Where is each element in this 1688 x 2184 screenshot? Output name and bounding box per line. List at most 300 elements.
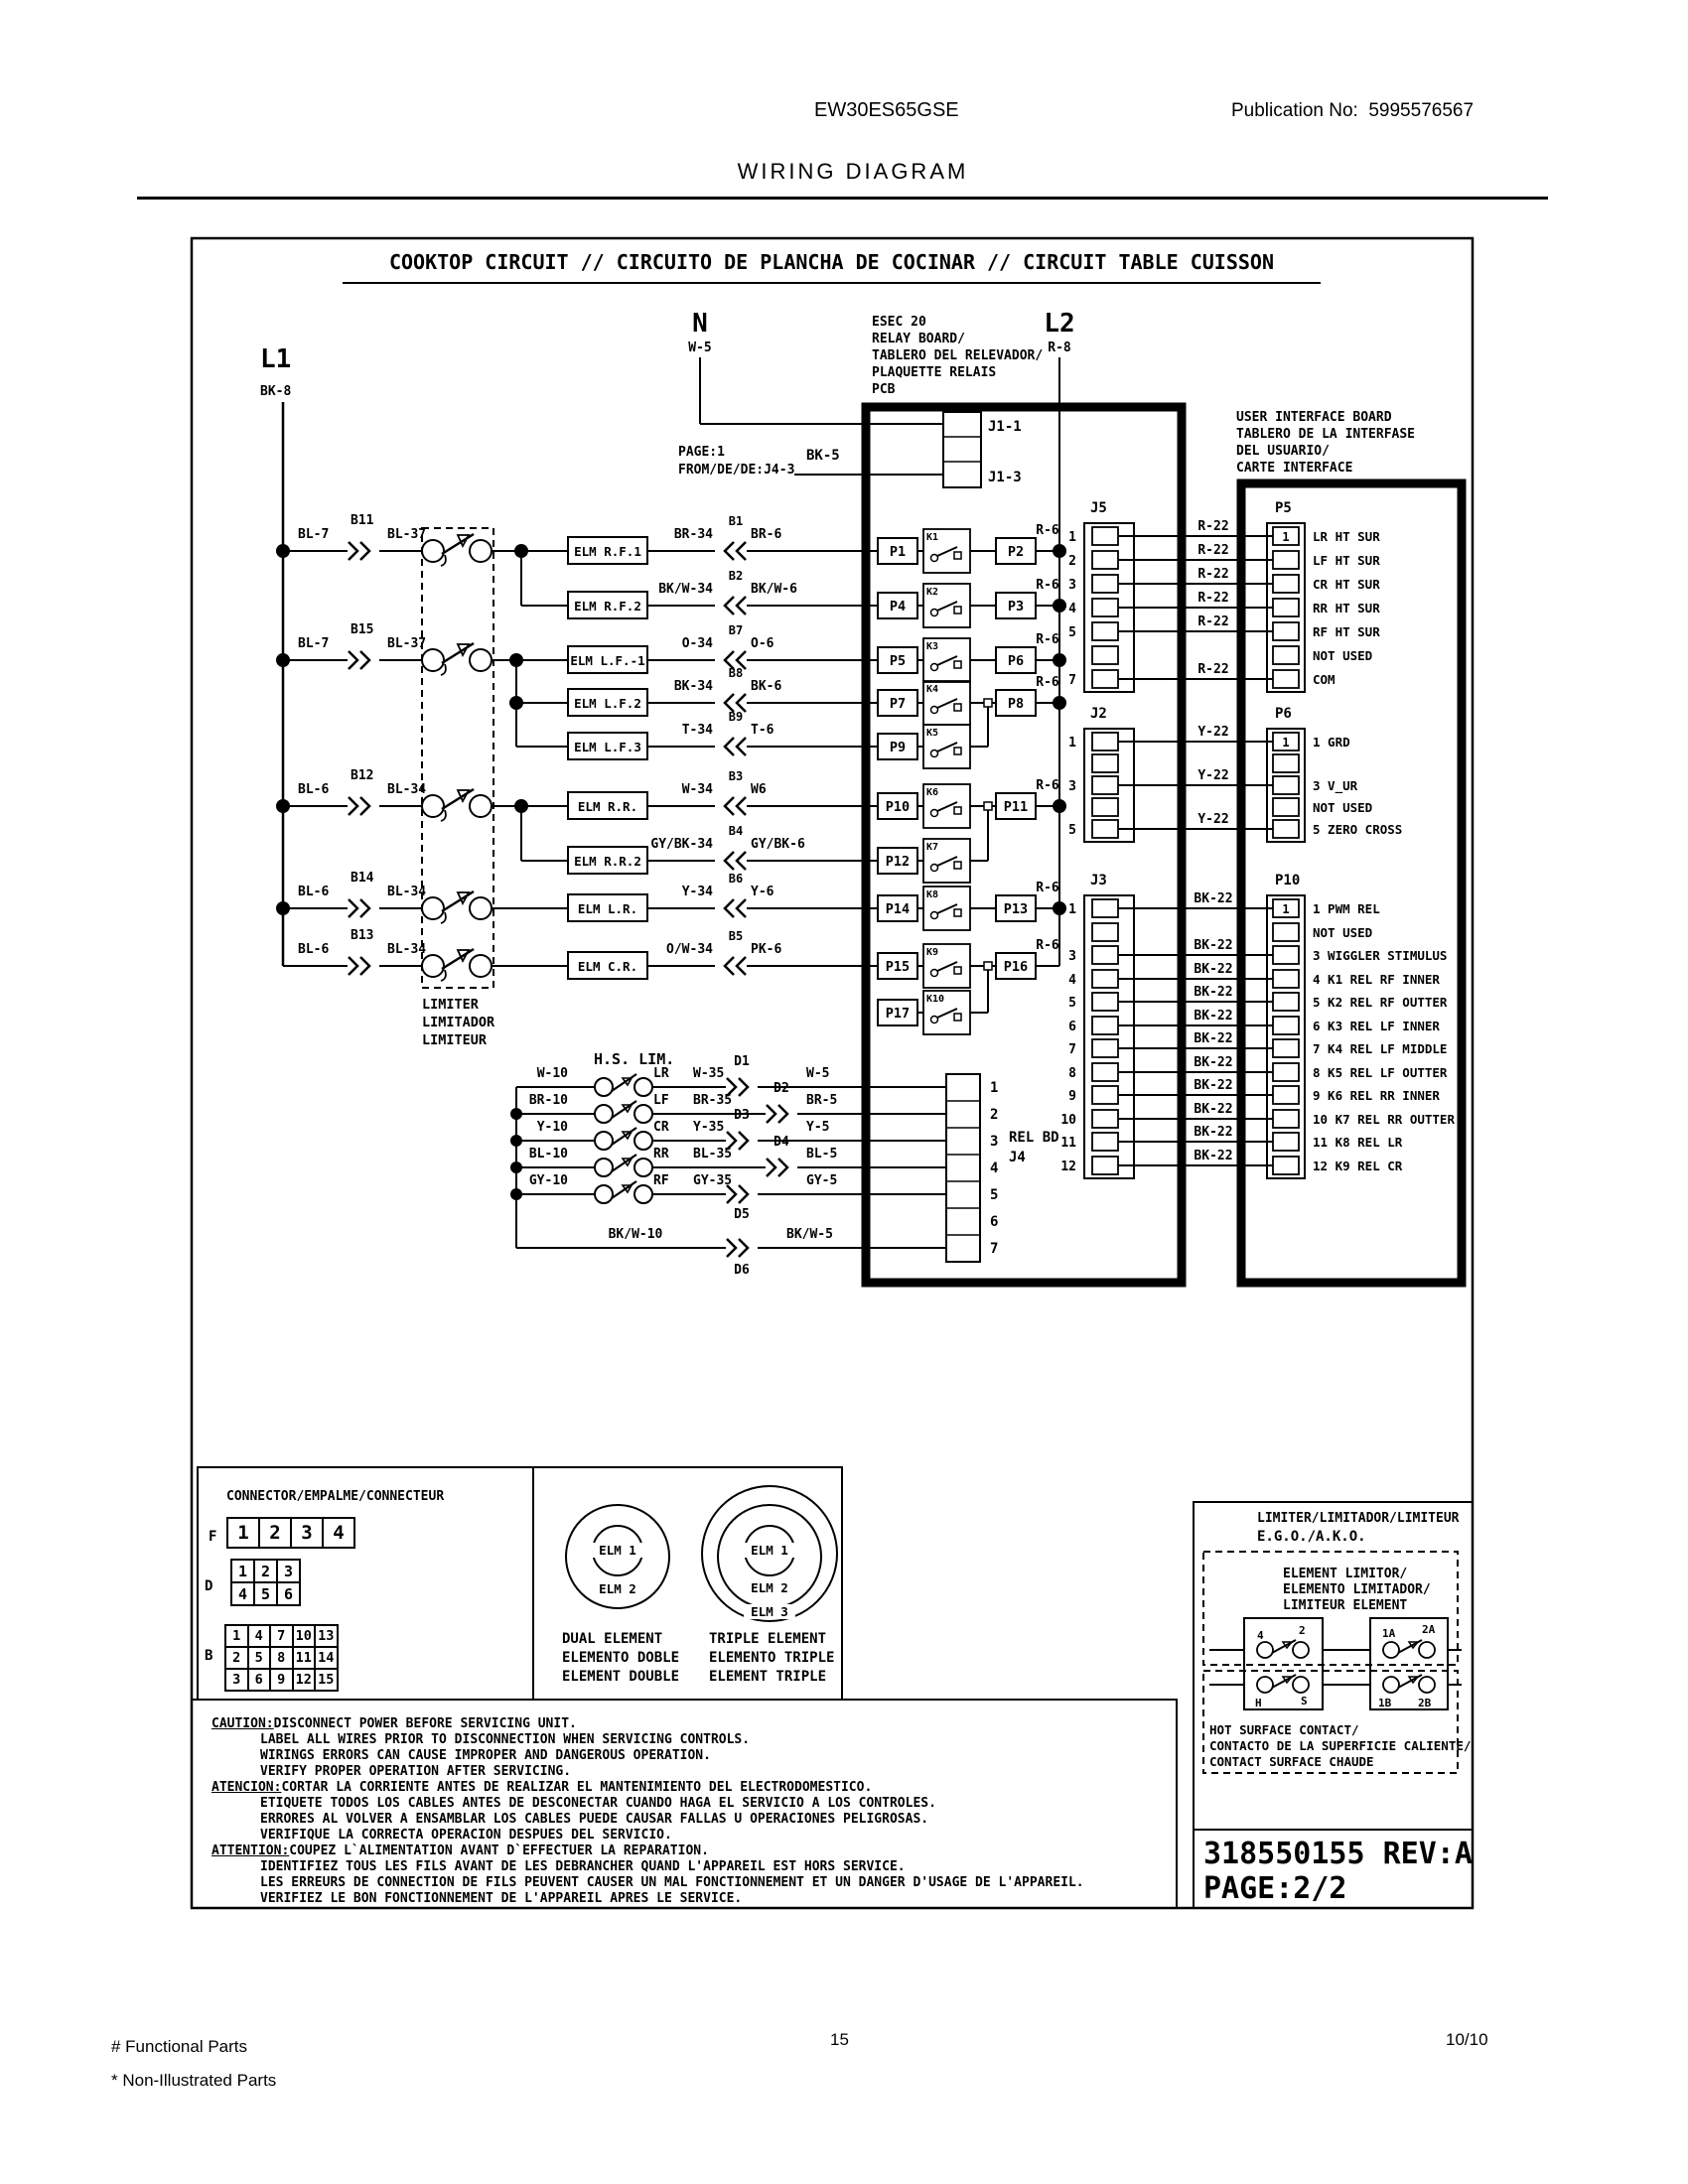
wire-label: BL-6 (298, 942, 330, 957)
wire-label: W-10 (536, 1066, 568, 1081)
pin-box (1273, 946, 1299, 964)
chevron-arrow-icon (725, 597, 734, 614)
pin-number: 3 (1068, 578, 1076, 593)
pin-box (1273, 1063, 1299, 1081)
relay-board-label: PLAQUETTE RELAIS (872, 365, 997, 380)
contact-circle (931, 555, 938, 562)
pin-number: 4 (1068, 973, 1076, 988)
footer-date: 10/10 (1446, 2030, 1488, 2049)
relay-k-label: K5 (926, 728, 939, 739)
contact-circle (422, 649, 444, 671)
junction-dot (1053, 599, 1066, 613)
splice-label: B4 (728, 824, 744, 838)
chevron-arrow-icon (739, 1239, 748, 1257)
wire-label: BK-22 (1194, 1055, 1233, 1070)
pin-function-label: RR HT SUR (1313, 601, 1380, 615)
footer-non-illustrated: * Non-Illustrated Parts (111, 2071, 277, 2090)
chevron-arrow-icon (778, 1105, 787, 1123)
pin-box (1092, 1086, 1118, 1104)
pin-function-label: 1 GRD (1313, 735, 1350, 750)
pin-box (1092, 754, 1118, 772)
connector-grid-b (224, 1624, 339, 1692)
splice-label: B13 (351, 928, 374, 943)
caution-text: DISCONNECT POWER BEFORE SERVICING UNIT. (273, 1716, 577, 1731)
connector-label: J5 (1090, 500, 1107, 516)
connector-cell: 14 (316, 1648, 339, 1670)
chevron-arrow-icon (349, 542, 357, 560)
pin-function-label: 7 K4 REL LF MIDDLE (1313, 1041, 1448, 1056)
relay-k-label: K6 (926, 787, 939, 798)
chevron-arrow-icon (727, 1239, 736, 1257)
dual-element-caption (562, 1630, 679, 1687)
footer-notes (111, 2030, 276, 2098)
wire-label: R-22 (1197, 519, 1229, 534)
junction-node (984, 699, 992, 707)
pin-box (1092, 798, 1118, 816)
surface-label: RR (653, 1147, 669, 1161)
contact-circle (931, 664, 938, 671)
terminal-label: P11 (1003, 799, 1029, 815)
part-number: 318550155 REV:A (1203, 1837, 1473, 1871)
pin-box (1273, 923, 1299, 941)
contact-circle (634, 1078, 652, 1096)
caution-text: LABEL ALL WIRES PRIOR TO DISCONNECTION WHEN SERVICING CONTROLS. (260, 1732, 751, 1747)
chevron-arrow-icon (767, 1159, 775, 1176)
chevron-arrow-icon (739, 1132, 748, 1150)
pin-box (1273, 1039, 1299, 1057)
element-limitor-line: ELEMENTO LIMITADOR/ (1283, 1582, 1431, 1597)
chevron-arrow-icon (360, 957, 369, 975)
chevron-arrow-icon (360, 899, 369, 917)
contact-circle (931, 1017, 938, 1024)
contact-circle (931, 810, 938, 817)
contact-circle (1293, 1677, 1309, 1693)
pin-number: 6 (1068, 1020, 1076, 1034)
pin-number: 1 (1282, 902, 1290, 916)
contact-circle (595, 1132, 613, 1150)
wire-label: BK-22 (1194, 1031, 1233, 1046)
chevron-arrow-icon (737, 852, 746, 870)
pin-box (1092, 599, 1118, 616)
pin-function-label: 1 PWM REL (1313, 901, 1380, 916)
relay-contact (954, 607, 961, 614)
pin-box (1092, 923, 1118, 941)
relay-contact (954, 748, 961, 754)
chevron-arrow-icon (739, 1185, 748, 1203)
limiter-label: LIMITEUR (422, 1032, 488, 1048)
contact-circle (470, 540, 492, 562)
wire-label: GY/BK-6 (751, 837, 805, 852)
element-label: ELM C.R. (577, 959, 638, 974)
caution-line (211, 1732, 1084, 1748)
relay-k-label: K8 (926, 889, 939, 900)
connector-cell: 7 (271, 1626, 294, 1648)
pin-number: 4 (990, 1160, 999, 1176)
pin-box (1092, 970, 1118, 988)
l1-label: L1 (260, 344, 292, 374)
connector-cell: 3 (278, 1561, 301, 1583)
junction-dot (1053, 544, 1066, 558)
wire-label: BK-22 (1194, 1149, 1233, 1163)
pin-number: 1 (1068, 736, 1076, 751)
splice-label: B12 (351, 768, 374, 783)
pin-function-label: 9 K6 REL RR INNER (1313, 1088, 1440, 1103)
connector-cell: 2 (226, 1648, 249, 1670)
element-label: ELM L.F.3 (574, 740, 641, 754)
element-label: ELM L.R. (577, 901, 638, 916)
diagram-title: COOKTOP CIRCUIT // CIRCUITO DE PLANCHA DE COCINAR // CIRCUIT TABLE CUISSON (388, 250, 1275, 274)
caution-text: IDENTIFIEZ TOUS LES FILS AVANT DE LES DEBRANCHER QUAND L'APPAREIL EST HORS SERVICE. (260, 1859, 906, 1874)
junction-dot (1053, 901, 1066, 915)
contact-circle (422, 897, 444, 919)
wire-label: BK-22 (1194, 1009, 1233, 1024)
relay-contact (954, 807, 961, 814)
splice-label: D1 (734, 1054, 750, 1069)
chevron-arrow-icon (725, 738, 734, 755)
wire-label: BK-6 (751, 679, 782, 694)
connector-cell: 2 (255, 1561, 278, 1583)
pin-function-label: 6 K3 REL LF INNER (1313, 1019, 1440, 1033)
pin-number: 2 (990, 1107, 999, 1123)
wire-label: BK-22 (1194, 985, 1233, 1000)
contact-circle (470, 897, 492, 919)
hot-surface-contact-label (1209, 1722, 1471, 1770)
splice-label: B3 (728, 769, 744, 783)
wire-label: Y-35 (693, 1120, 725, 1135)
wire-label: BR-5 (806, 1093, 838, 1108)
pin-function-label: NOT USED (1313, 925, 1373, 940)
relay-contact (954, 862, 961, 869)
connector-label: J3 (1090, 873, 1107, 888)
pin-box (1092, 575, 1118, 593)
caution-line (211, 1891, 1084, 1907)
wire-label: Y-34 (681, 885, 713, 899)
pin-function-label: 8 K5 REL LF OUTTER (1313, 1065, 1448, 1080)
pin-number: 10 (1060, 1113, 1076, 1128)
chevron-arrow-icon (349, 899, 357, 917)
wire-label: BK-34 (673, 679, 713, 694)
junction-node (984, 962, 992, 970)
connector-label: P6 (1275, 706, 1292, 722)
l2-label: L2 (1044, 309, 1075, 339)
wire-label: T-34 (681, 723, 713, 738)
connector-label: P5 (1275, 500, 1292, 516)
pin-function-label: RF HT SUR (1313, 624, 1380, 639)
contact-circle (931, 865, 938, 872)
chevron-arrow-icon (737, 597, 746, 614)
element-caption-line: TRIPLE ELEMENT (709, 1631, 827, 1647)
wire-label: BK-22 (1194, 1078, 1233, 1093)
pin-box (1092, 993, 1118, 1011)
pin-box (1092, 733, 1118, 751)
wire-label: BL-37 (387, 527, 427, 542)
wire-label: BK-5 (806, 448, 840, 464)
relay-contact (954, 552, 961, 559)
pin-function-label: 11 K8 REL LR (1313, 1135, 1403, 1150)
limiter-pin-label: 2A (1422, 1623, 1436, 1636)
wire-label: R-6 (1036, 778, 1059, 793)
switch-blade (612, 1101, 636, 1118)
wire-label: T-6 (751, 723, 774, 738)
pin-number: 12 (1060, 1160, 1076, 1174)
contact-circle (1383, 1642, 1399, 1658)
pin-function-label: 3 V_UR (1313, 778, 1358, 793)
element-label: ELM R.R. (577, 799, 638, 814)
chevron-arrow-icon (737, 797, 746, 815)
pin-box (1273, 1133, 1299, 1151)
wire-label: R-22 (1197, 567, 1229, 582)
pin-box (1273, 970, 1299, 988)
surface-label: LR (653, 1066, 669, 1081)
terminal-label: P12 (885, 854, 911, 870)
pin-number: 8 (1068, 1066, 1076, 1081)
chevron-arrow-icon (737, 738, 746, 755)
pin-number: 7 (990, 1241, 999, 1257)
relay-board-label: TABLERO DEL RELEVADOR/ (872, 348, 1044, 363)
connector-group-label: F (209, 1529, 217, 1545)
chevron-arrow-icon (349, 651, 357, 669)
contact-circle (470, 649, 492, 671)
wire-label: BL-7 (298, 636, 330, 651)
chevron-arrow-icon (737, 542, 746, 560)
wire-label: R-6 (1036, 881, 1059, 895)
pin-number: 1 (1068, 530, 1076, 545)
element-label: ELM L.F.2 (574, 696, 641, 711)
connector-label: REL BD (1009, 1130, 1059, 1146)
chevron-arrow-icon (739, 1078, 748, 1096)
pin-box (1273, 599, 1299, 616)
terminal-label: P6 (1007, 653, 1025, 669)
terminal-label: P7 (889, 696, 907, 712)
splice-label: D4 (774, 1135, 789, 1150)
wire-label: BK-22 (1194, 938, 1233, 953)
ui-board-label: USER INTERFACE BOARD (1236, 410, 1392, 425)
contact-circle (931, 912, 938, 919)
terminal-label: P3 (1007, 599, 1025, 614)
connector-cell: 2 (260, 1519, 292, 1549)
chevron-arrow-icon (767, 1105, 775, 1123)
connector-label: J4 (1009, 1150, 1026, 1165)
pin-number: 5 (1068, 625, 1076, 640)
element-limitor-title (1283, 1567, 1431, 1614)
wire-label: BK-22 (1194, 891, 1233, 906)
relay-k-label: K3 (926, 641, 939, 652)
terminal-label: P9 (889, 740, 907, 755)
limiter-legend-subtitle: E.G.O./A.K.O. (1257, 1529, 1366, 1545)
caution-line (211, 1859, 1084, 1875)
element-caption-line: ELEMENTO DOBLE (562, 1650, 680, 1666)
relay-contact (954, 967, 961, 974)
wire-label: O-6 (751, 636, 774, 651)
terminal-label: P16 (1003, 959, 1029, 975)
connector-label: J2 (1090, 706, 1107, 722)
pin-box (1092, 1157, 1118, 1174)
connector-legend-title: CONNECTOR/EMPALME/CONNECTEUR (226, 1489, 445, 1504)
model-number: EW30ES65GSE (814, 99, 959, 121)
terminal-label: P1 (889, 544, 907, 560)
pin-box (1273, 1157, 1299, 1174)
ring-label: ELM 2 (751, 1580, 788, 1595)
splice-label: B7 (728, 623, 744, 637)
splice-label: B9 (728, 710, 744, 724)
connector-label: P10 (1275, 873, 1301, 888)
wire-label: W-5 (806, 1066, 830, 1081)
caution-text: VERIFIQUE LA CORRECTA OPERACION DESPUES DEL SERVICIO. (260, 1828, 672, 1843)
pin-function-label: 10 K7 REL RR OUTTER (1313, 1112, 1455, 1127)
pin-number: 11 (1060, 1136, 1076, 1151)
splice-label: B14 (351, 871, 374, 886)
pin-box (1092, 1039, 1118, 1057)
wire-label: R-8 (1048, 341, 1071, 355)
limiter-label: LIMITADOR (422, 1015, 495, 1030)
element-limitor-line: LIMITEUR ELEMENT (1283, 1598, 1408, 1613)
pin-box (1273, 776, 1299, 794)
junction-dot (1053, 653, 1066, 667)
wire-label: BL-5 (806, 1147, 838, 1161)
terminal-label: P4 (889, 599, 907, 614)
pin-number: 9 (1068, 1089, 1076, 1104)
chevron-arrow-icon (360, 542, 369, 560)
junction-dot (509, 696, 523, 710)
connector-grid-d (230, 1559, 301, 1606)
contact-circle (595, 1159, 613, 1176)
page-indicator: PAGE:2/2 (1203, 1871, 1347, 1906)
junction-dot (509, 653, 523, 667)
wire-label: BL-34 (387, 942, 427, 957)
pin-function-label: 3 WIGGLER STIMULUS (1313, 948, 1448, 963)
pin-box (1092, 622, 1118, 640)
pin-box (1273, 754, 1299, 772)
contact-circle (634, 1159, 652, 1176)
contact-circle (634, 1105, 652, 1123)
connector-grid-f (226, 1517, 355, 1549)
wire-label: BK/W-5 (786, 1227, 833, 1242)
contact-circle (931, 970, 938, 977)
hot-surface-line: HOT SURFACE CONTACT/ (1209, 1722, 1359, 1737)
pin-box (1092, 820, 1118, 838)
pin-box (1273, 993, 1299, 1011)
limiter-pin-label: 2B (1418, 1697, 1432, 1709)
wire-label: R-22 (1197, 543, 1229, 558)
splice-label: B8 (728, 666, 744, 680)
caution-text: WIRINGS ERRORS CAN CAUSE IMPROPER AND DANGEROUS OPERATION. (260, 1748, 711, 1763)
chevron-arrow-icon (725, 957, 734, 975)
wire-label: BR-6 (751, 527, 782, 542)
element-label: ELM L.F.-1 (570, 653, 645, 668)
connector-cell: 13 (316, 1626, 339, 1648)
caution-head: ATENCION: (211, 1780, 282, 1795)
ui-board-label: DEL USUARIO/ (1236, 444, 1330, 459)
relay-k-label: K4 (926, 684, 939, 695)
pin-box (1092, 646, 1118, 664)
terminal-label: P15 (885, 959, 911, 975)
contact-circle (422, 540, 444, 562)
pin-number: 1 (1282, 530, 1290, 544)
connector-cell: 5 (249, 1648, 272, 1670)
contact-circle (595, 1078, 613, 1096)
caution-text: CORTAR LA CORRIENTE ANTES DE REALIZAR EL MANTENIMIENTO DEL ELECTRODOMESTICO. (281, 1780, 873, 1795)
caution-line (211, 1828, 1084, 1843)
wire-label: BK-22 (1194, 1125, 1233, 1140)
switch-blade (612, 1074, 636, 1091)
pin-box (1273, 1017, 1299, 1034)
contact-circle (931, 751, 938, 757)
pin-box (1092, 670, 1118, 688)
pin-number: 1 (990, 1080, 999, 1096)
contact-circle (422, 955, 444, 977)
splice-label: B11 (351, 513, 374, 528)
pin-function-label: 12 K9 REL CR (1313, 1159, 1403, 1173)
caution-text: ERRORES AL VOLVER A ENSAMBLAR LOS CABLES PUEDE CAUSAR FALLAS U OPERACIONES PELIGROSAS. (260, 1812, 929, 1827)
junction-dot (1053, 799, 1066, 813)
surface-label: RF (653, 1173, 669, 1188)
wire-label: BL-34 (387, 885, 427, 899)
wire-label: Y-22 (1197, 812, 1229, 827)
terminal-label: P8 (1007, 696, 1025, 712)
caution-line (211, 1716, 1084, 1732)
chevron-arrow-icon (725, 899, 734, 917)
relay-board-label: PCB (872, 382, 896, 397)
wire-label: BK/W-10 (608, 1227, 663, 1242)
caution-text: VERIFIEZ LE BON FONCTIONNEMENT DE L'APPAREIL APRES LE SERVICE. (260, 1891, 743, 1906)
caution-line (211, 1748, 1084, 1764)
relay-contact (954, 704, 961, 711)
hot-surface-line: CONTACT SURFACE CHAUDE (1209, 1754, 1374, 1769)
pin-number: 2 (1068, 554, 1076, 569)
footer-functional-parts: # Functional Parts (111, 2037, 248, 2056)
contact-circle (634, 1185, 652, 1203)
chevron-arrow-icon (349, 957, 357, 975)
pin-box (1273, 575, 1299, 593)
contact-circle (931, 610, 938, 616)
wire-label: BL-7 (298, 527, 330, 542)
connector-group-label: D (205, 1578, 213, 1594)
chevron-arrow-icon (360, 651, 369, 669)
pin-function-label: LF HT SUR (1313, 553, 1380, 568)
wire-label: BK-8 (260, 384, 292, 399)
j1-pin-label: J1-1 (988, 419, 1022, 435)
connector-cell: 3 (292, 1519, 324, 1549)
wire-label: O/W-34 (666, 942, 713, 957)
relay-k-label: K1 (926, 532, 939, 543)
pin-box (1273, 551, 1299, 569)
relay-k-label: K10 (926, 994, 945, 1005)
limiter-pin-label: 1B (1378, 1697, 1392, 1709)
pin-function-label: NOT USED (1313, 648, 1373, 663)
surface-label: CR (653, 1120, 669, 1135)
connector-cell: 4 (324, 1519, 355, 1549)
chevron-arrow-icon (737, 899, 746, 917)
caution-line (211, 1843, 1084, 1859)
chevron-arrow-icon (778, 1159, 787, 1176)
relay-board-label: RELAY BOARD/ (872, 332, 965, 346)
limiter-legend-title: LIMITER/LIMITADOR/LIMITEUR (1257, 1511, 1460, 1526)
contact-circle (1257, 1677, 1273, 1693)
terminal-label: P2 (1007, 544, 1025, 560)
wire-label: BL-6 (298, 782, 330, 797)
contact-circle (1419, 1642, 1435, 1658)
caution-text: COUPEZ L`ALIMENTATION AVANT D`EFFECTUER LA REPARATION. (289, 1843, 709, 1858)
pin-box (1092, 946, 1118, 964)
connector-cell: 6 (249, 1670, 272, 1692)
connector-cell: 1 (232, 1561, 255, 1583)
pin-number: 7 (1068, 673, 1076, 688)
pin-box (1273, 1086, 1299, 1104)
pin-number: 5 (1068, 823, 1076, 838)
switch-blade (612, 1181, 636, 1198)
pin-box (1092, 1063, 1118, 1081)
wire-label: R-6 (1036, 523, 1059, 538)
